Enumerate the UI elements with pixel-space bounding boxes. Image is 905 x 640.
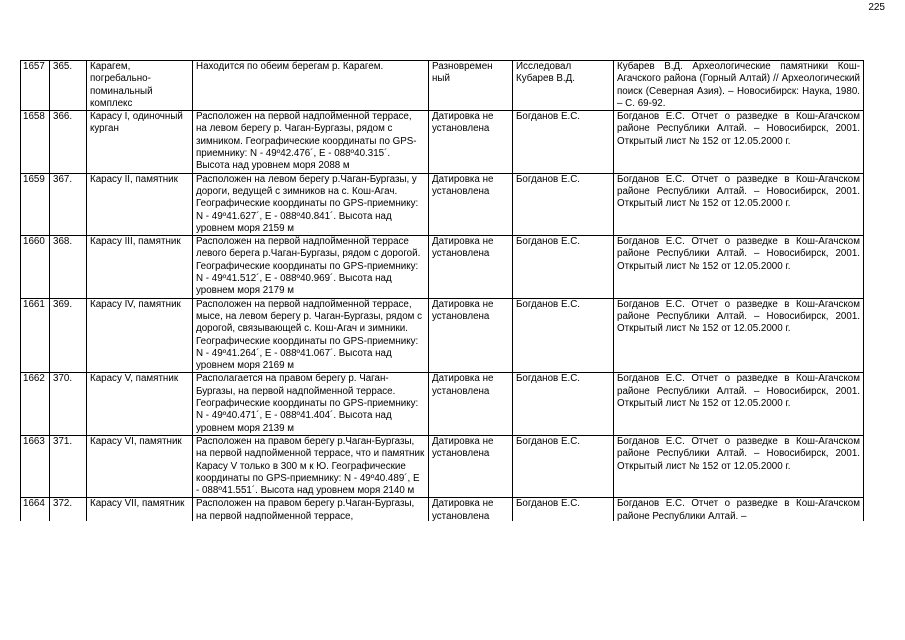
monument-location: Располагается на правом берегу р. Чаган-Бургазы, на первой надпойменной террасе. Географические координаты по GPS-приемнику: N - 49º40.471´, E - 088º41.404´. Высота над уровнем моря 2139 м [193, 373, 429, 435]
monument-number: 369. [50, 298, 87, 373]
monument-location: Расположен на первой надпойменной террасе левого берега р.Чаган-Бургазы, рядом с дорогой. Географические координаты по GPS-приемнику: N - 49º41.512´, E - 088º40.969´. Высота над уровнем моря 2179 м [193, 236, 429, 298]
table-row [21, 111, 864, 173]
monument-name: Карасу VII, памятник [90, 498, 185, 510]
monument-location: Расположен на левом берегу р.Чаган-Бургазы, у дороги, ведущей с зимников на с. Кош-Агач. Географические координаты по GPS-приемнику: N - 49º41.627´, E - 088º40.841´. Высота над уровнем моря 2159 м [193, 173, 429, 235]
record-id: 1660 [21, 236, 50, 298]
monument-dating: Разновремен ный [429, 61, 513, 111]
monument-dating: Датировка не установлена [429, 173, 513, 235]
monument-researcher: Богданов Е.С. [513, 173, 614, 235]
monument-location: Расположен на правом берегу р.Чаган-Бургазы, на первой надпойменной террасе, что и памятник Карасу V только в 300 м к Ю. Географические координаты по GPS-приемнику: N - 49º40.489´, E - 088º41.551´. Высота над уровнем моря 2140 м [193, 435, 429, 497]
record-id: 1661 [21, 298, 50, 373]
monument-literature: Богданов Е.С. Отчет о разведке в Кош-Агачском районе Республики Алтай. – Новосибирск, 2001. Открытый лист № 152 от 12.05.2000 г. [614, 298, 864, 373]
monument-location: Расположен на первой надпойменной террасе, на левом берегу р. Чаган-Бургазы, рядом с зимником. Географические координаты по GPS-приемнику: N - 49º42.476´, E - 088º40.315´. Высота над уровнем моря 2088 м [193, 111, 429, 173]
table-row [21, 298, 864, 373]
monument-name: Карасу III, памятник [87, 236, 193, 298]
record-id: 1664 [23, 498, 45, 510]
monument-literature: Богданов Е.С. Отчет о разведке в Кош-Агачском районе Республики Алтай. – Новосибирск, 2001. Открытый лист № 152 от 12.05.2000 г. [614, 111, 864, 173]
monument-number: 366. [50, 111, 87, 173]
monument-location: Расположен на первой надпойменной террасе, мысе, на левом берегу р. Чаган-Бургазы, рядом с дорогой, связывающей с. Кош-Агач и зимники. Географические координаты по GPS-приемнику: N - 49º41.264´, E - 088º41.067´. Высота над уровнем моря 2169 м [193, 298, 429, 373]
record-id: 1663 [21, 435, 50, 497]
monument-name: Карагем, погребально-поминальный комплекс [87, 61, 193, 111]
table-row [21, 498, 864, 522]
monument-number: 367. [50, 173, 87, 235]
monument-researcher: Богданов Е.С. [513, 435, 614, 497]
monument-literature: Кубарев В.Д. Археологические памятники Кош-Агачского района (Горный Алтай) // Археологический поиск (Северная Азия). – Новосибирск: Наука, 1980. – С. 69-92. [614, 61, 864, 111]
record-id: 1658 [21, 111, 50, 173]
record-id: 1659 [21, 173, 50, 235]
monuments-table [20, 60, 864, 521]
monument-number: 372. [53, 498, 73, 510]
table-row [21, 173, 864, 235]
monument-name: Карасу IV, памятник [87, 298, 193, 373]
monument-literature: Богданов Е.С. Отчет о разведке в Кош-Агачском районе Республики Алтай. – [617, 498, 860, 522]
monument-dating: Датировка не установлена [432, 498, 494, 522]
monument-dating: Датировка не установлена [429, 373, 513, 435]
monument-researcher: Богданов Е.С. [513, 111, 614, 173]
monument-researcher: Богданов Е.С. [513, 236, 614, 298]
monument-number: 370. [50, 373, 87, 435]
monument-number: 371. [50, 435, 87, 497]
monument-literature: Богданов Е.С. Отчет о разведке в Кош-Агачском районе Республики Алтай. – Новосибирск, 2001. Открытый лист № 152 от 12.05.2000 г. [614, 173, 864, 235]
monument-literature: Богданов Е.С. Отчет о разведке в Кош-Агачском районе Республики Алтай. – Новосибирск, 2001. Открытый лист № 152 от 12.05.2000 г. [614, 236, 864, 298]
monument-researcher: Богданов Е.С. [513, 298, 614, 373]
record-id: 1657 [21, 61, 50, 111]
table-row [21, 435, 864, 497]
table-row [21, 373, 864, 435]
monument-literature: Богданов Е.С. Отчет о разведке в Кош-Агачском районе Республики Алтай. – Новосибирск, 2001. Открытый лист № 152 от 12.05.2000 г. [614, 435, 864, 497]
page-number: 225 [868, 2, 885, 13]
monument-dating: Датировка не установлена [429, 298, 513, 373]
monument-name: Карасу VI, памятник [87, 435, 193, 497]
monument-dating: Датировка не установлена [429, 435, 513, 497]
table-row [21, 236, 864, 298]
monument-dating: Датировка не установлена [429, 111, 513, 173]
monument-literature: Богданов Е.С. Отчет о разведке в Кош-Агачском районе Республики Алтай. – Новосибирск, 2001. Открытый лист № 152 от 12.05.2000 г. [614, 373, 864, 435]
monument-researcher: Богданов Е.С. [513, 373, 614, 435]
monument-researcher: Богданов Е.С. [516, 498, 581, 510]
table-row [21, 61, 864, 111]
monument-location: Расположен на правом берегу р.Чаган-Бургазы, на первой надпойменной террасе, [196, 498, 415, 522]
monument-number: 368. [50, 236, 87, 298]
monument-dating: Датировка не установлена [429, 236, 513, 298]
monument-number: 365. [50, 61, 87, 111]
monument-name: Карасу V, памятник [87, 373, 193, 435]
monument-location: Находится по обеим берегам р. Карагем. [193, 61, 429, 111]
monument-researcher: Исследовал Кубарев В.Д. [513, 61, 614, 111]
monument-name: Карасу I, одиночный курган [87, 111, 193, 173]
monument-name: Карасу II, памятник [87, 173, 193, 235]
record-id: 1662 [21, 373, 50, 435]
